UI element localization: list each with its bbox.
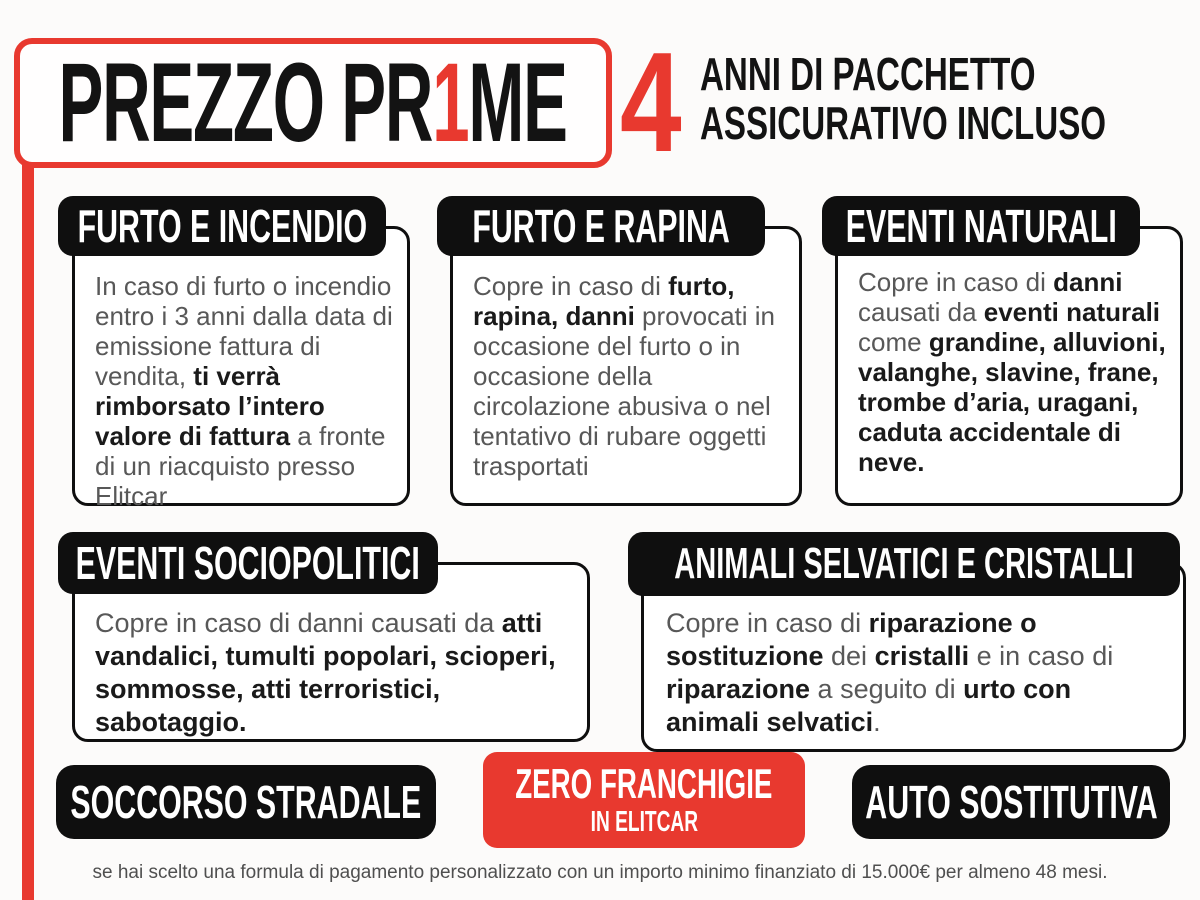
big-number-4: 4 (620, 23, 682, 182)
subtitle-line-2: ASSICURATIVO INCLUSO (700, 97, 1107, 149)
badge-soccorso-stradale: SOCCORSO STRADALE (56, 765, 436, 839)
footer-disclaimer: se hai scelto una formula di pagamento personalizzato con un importo minimo finanziato di 15.000€ per almeno 48 mesi. (92, 862, 1108, 883)
red-accent-line (22, 160, 34, 900)
card-body-animali-selvatici-e-cristalli: Copre in caso di riparazione o sostituzione dei cristalli e in caso di riparazione a seguito di urto con animali selvatici. (641, 562, 1186, 752)
card-body-eventi-sociopolitici: Copre in caso di danni causati da atti vandalici, tumulti popolari, scioperi, sommosse, atti terroristici, sabotaggio. (72, 562, 590, 742)
title-pre: PREZZO PR (58, 40, 433, 165)
card-title-animali-selvatici-e-cristalli: ANIMALI SELVATICI E CRISTALLI (628, 532, 1180, 596)
card-body-eventi-naturali: Copre in caso di danni causati da eventi naturali come grandine, alluvioni, valanghe, slavine, frane, trombe d’aria, uragani, caduta accidentale di neve. (835, 226, 1183, 506)
title-post: ME (468, 40, 568, 165)
badge-auto-sostitutiva: AUTO SOSTITUTIVA (852, 765, 1170, 839)
badge-zero-franchigie (483, 752, 805, 848)
card-title-eventi-sociopolitici: EVENTI SOCIOPOLITICI (58, 532, 438, 594)
zero-franchigie-line-1: ZERO FRANCHIGIE (515, 760, 773, 808)
subtitle-line-1: ANNI DI PACCHETTO (700, 48, 1036, 100)
card-title-eventi-naturali: EVENTI NATURALI (822, 196, 1140, 256)
card-body-furto-e-rapina: Copre in caso di furto, rapina, danni provocati in occasione del furto o in occasione della circolazione abusiva o nel tentativo di rubare oggetti trasportati (450, 226, 802, 506)
header-subtitle (700, 50, 1200, 148)
card-title-furto-e-incendio: FURTO E INCENDIO (58, 196, 386, 256)
card-title-furto-e-rapina: FURTO E RAPINA (437, 196, 765, 256)
zero-franchigie-line-2: IN ELITCAR (590, 806, 698, 839)
title-digit-one: 1 (432, 40, 469, 165)
title-box (14, 38, 612, 168)
card-body-furto-e-incendio: In caso di furto o incendio entro i 3 anni dalla data di emissione fattura di vendita, ti verrà rimborsato l’intero valore di fattura a fronte di un riacquisto presso Elitcar (72, 226, 410, 506)
